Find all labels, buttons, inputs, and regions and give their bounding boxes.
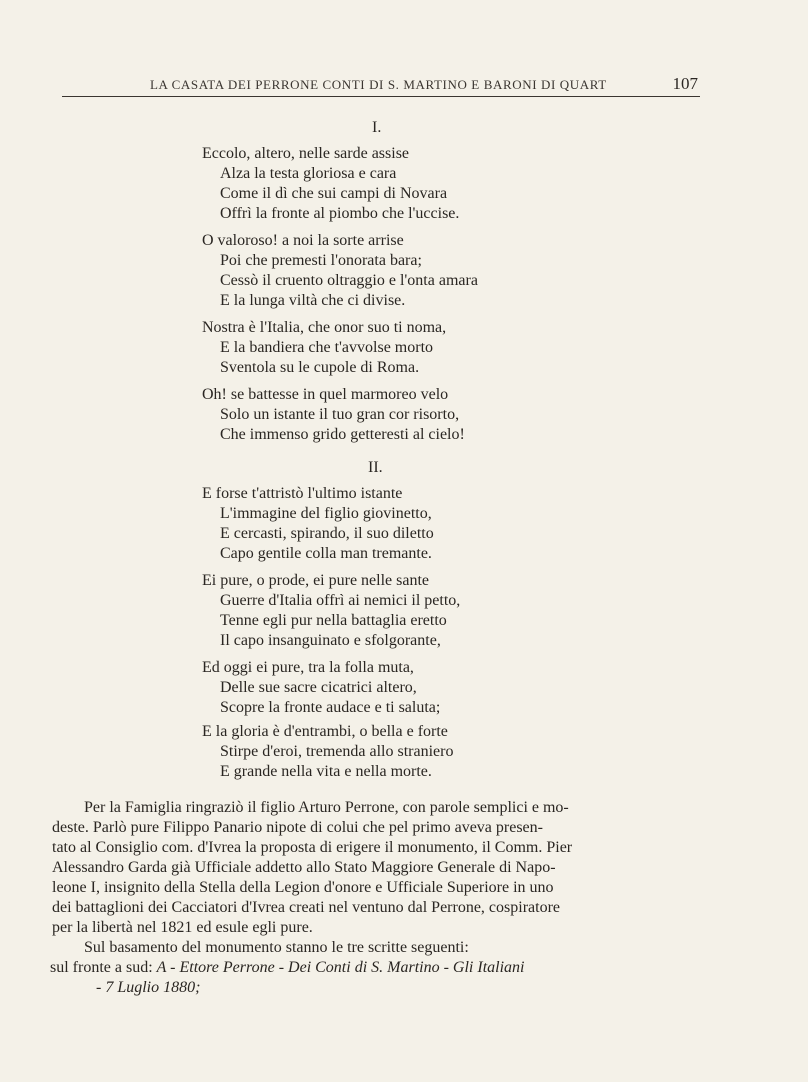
poem-line: Alza la testa gloriosa e cara bbox=[220, 165, 397, 182]
prose-line: deste. Parlò pure Filippo Panario nipote di colui che pel primo aveva presen- bbox=[52, 819, 543, 836]
prose-line bbox=[50, 958, 690, 978]
poem-line: Che immenso grido getteresti al cielo! bbox=[220, 426, 465, 443]
prose-paragraph-2 bbox=[52, 938, 692, 958]
poem-line: Oh! se battesse in quel marmoreo velo bbox=[202, 386, 449, 403]
poem-line: E cercasti, spirando, il suo diletto bbox=[220, 525, 434, 542]
inscription-text-cont: - 7 Luglio 1880; bbox=[96, 979, 201, 996]
prose-line: leone I, insignito della Stella della Legion d'onore e Ufficiale Superiore in uno bbox=[52, 879, 554, 896]
poem-line: Ei pure, o prode, ei pure nelle sante bbox=[202, 572, 430, 589]
poem-line: Stirpe d'eroi, tremenda allo straniero bbox=[220, 743, 454, 760]
poem-line: Il capo insanguinato e sfolgorante, bbox=[220, 632, 441, 649]
running-header bbox=[62, 74, 700, 97]
poem-line: E la lunga viltà che ci divise. bbox=[220, 292, 406, 309]
prose-line: Per la Famiglia ringraziò il figlio Arturo Perrone, con parole semplici e mo- bbox=[84, 799, 569, 816]
poem-line: Capo gentile colla man tremante. bbox=[220, 545, 432, 562]
poem-line: O valoroso! a noi la sorte arrise bbox=[202, 232, 404, 249]
poem-line: Come il dì che sui campi di Novara bbox=[220, 185, 448, 202]
prose-paragraph-1 bbox=[52, 798, 692, 938]
poem-line: E forse t'attristò l'ultimo istante bbox=[202, 485, 403, 502]
page-number: 107 bbox=[672, 74, 698, 93]
poem-line: Poi che premesti l'onorata bara; bbox=[220, 252, 422, 269]
prose-line: Sul basamento del monumento stanno le tre scritte seguenti: bbox=[84, 939, 469, 956]
prose-line: dei battaglioni dei Cacciatori d'Ivrea creati nel ventuno dal Perrone, cospiratore bbox=[52, 899, 561, 916]
section-numeral-1: I. bbox=[372, 119, 382, 136]
prose-line: per la libertà nel 1821 ed esule egli pure. bbox=[52, 919, 313, 936]
poem-line: Solo un istante il tuo gran cor risorto, bbox=[220, 406, 460, 423]
poem-line: Nostra è l'Italia, che onor suo ti noma, bbox=[202, 319, 447, 336]
prose-line: tato al Consiglio com. d'Ivrea la proposta di erigere il monumento, il Comm. Pier bbox=[52, 839, 573, 856]
poem-line: Delle sue sacre cicatrici altero, bbox=[220, 679, 417, 696]
inscription-lead: sul fronte a sud: bbox=[50, 959, 157, 976]
poem-line: Ed oggi ei pure, tra la folla muta, bbox=[202, 659, 414, 676]
poem-line: Tenne egli pur nella battaglia eretto bbox=[220, 612, 447, 629]
poem-line: L'immagine del figlio giovinetto, bbox=[220, 505, 432, 522]
poem-line: Sventola su le cupole di Roma. bbox=[220, 359, 420, 376]
poem-line: E la gloria è d'entrambi, o bella e forte bbox=[202, 723, 448, 740]
poem-line: E la bandiera che t'avvolse morto bbox=[220, 339, 434, 356]
prose-paragraph-3 bbox=[50, 958, 690, 998]
prose-line: Alessandro Garda già Ufficiale addetto allo Stato Maggiore Generale di Napo- bbox=[52, 859, 556, 876]
poem-line: Offrì la fronte al piombo che l'uccise. bbox=[220, 205, 460, 222]
poem-line: Eccolo, altero, nelle sarde assise bbox=[202, 145, 410, 162]
poem-line: E grande nella vita e nella morte. bbox=[220, 763, 432, 780]
running-title: LA CASATA DEI PERRONE CONTI DI S. MARTINO E BARONI DI QUART bbox=[150, 77, 607, 92]
inscription-text: A - Ettore Perrone - Dei Conti di S. Martino - Gli Italiani bbox=[156, 959, 525, 976]
poem-line: Scopre la fronte audace e ti saluta; bbox=[220, 699, 441, 716]
poem-line: Cessò il cruento oltraggio e l'onta amara bbox=[220, 272, 478, 289]
section-numeral-2: II. bbox=[368, 459, 383, 476]
poem-line: Guerre d'Italia offrì ai nemici il petto, bbox=[220, 592, 461, 609]
